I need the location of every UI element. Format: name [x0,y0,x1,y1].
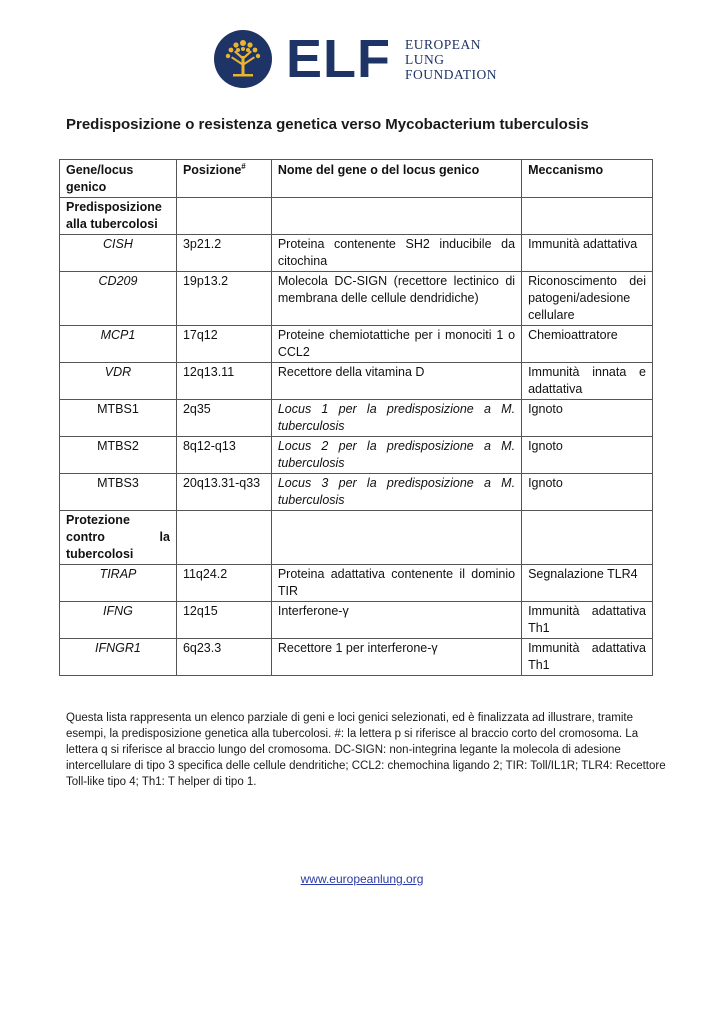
header-position-label: Posizione [182,163,242,177]
empty-cell [522,198,653,235]
page-title: Predisposizione o resistenza genetica verso Mycobacterium tuberculosis [66,116,589,133]
position-cell: 20q13.31-q33 [176,474,271,511]
name-cell: Locus 2 per la predisposizione a M. tuberculosis [271,437,521,474]
name-cell: Locus 1 per la predisposizione a M. tuberculosis [271,400,521,437]
gene-cell: TIRAP [60,565,177,602]
name-cell: Interferone-γ [271,602,521,639]
position-cell: 19p13.2 [176,272,271,326]
mechanism-cell: Immunità adattativa Th1 [522,639,653,676]
gene-cell: IFNGR1 [60,639,177,676]
footnotes: Questa lista rappresenta un elenco parziale di geni e loci genici selezionati, ed è finalizzata ad illustrare, tramite esempi, la predisposizione genetica alla tubercolosi. #: la lettera p si riferisce al braccio corto del cromosoma. La lettera q si riferisce al braccio lungo del cromosoma. DC-SIGN: non-integrina legante la molecola di adesione intercellulare di tipo 3 specifica delle cellule dendritiche; CCL2: chemochina ligando 2; TIR: Toll/IL1R; TLR4: Recettore Toll-like tipo 4; Th1: T helper di tipo 1. [66,712,666,788]
tree-logo-icon [214,30,272,88]
gene-cell: MTBS3 [60,474,177,511]
elf-logo [214,29,497,89]
header-gene: Gene/locus genico [60,160,177,198]
position-cell: 11q24.2 [176,565,271,602]
mechanism-cell: Riconoscimento dei patogeni/adesione cellulare [522,272,653,326]
logo-line-1: EUROPEAN [405,36,482,52]
mechanism-cell: Immunità innata e adattativa [522,363,653,400]
mechanism-cell: Ignoto [522,474,653,511]
table-row [60,639,653,676]
gene-cell: VDR [60,363,177,400]
position-cell: 17q12 [176,326,271,363]
table-row [60,400,653,437]
genes-table [59,159,653,676]
mechanism-cell: Ignoto [522,400,653,437]
empty-cell [176,198,271,235]
gene-cell: CISH [60,235,177,272]
mechanism-cell: Immunità adattativa [522,235,653,272]
name-cell: Recettore della vitamina D [271,363,521,400]
mechanism-cell: Immunità adattativa Th1 [522,602,653,639]
header-position [176,160,271,198]
section-label: Protezione contro la tubercolosi [60,511,177,565]
table-row [60,474,653,511]
website-link[interactable]: www.europeanlung.org [300,872,424,886]
name-cell: Locus 3 per la predisposizione a M. tuberculosis [271,474,521,511]
gene-cell: MTBS1 [60,400,177,437]
logo-line-2: LUNG [405,51,445,67]
table-row [60,326,653,363]
section-row-protection [60,511,653,565]
empty-cell [271,198,521,235]
table-row [60,363,653,400]
mechanism-cell: Chemioattratore [522,326,653,363]
section-label: Predisposizione alla tubercolosi [60,198,177,235]
header-mechanism: Meccanismo [522,160,653,198]
gene-cell: MCP1 [60,326,177,363]
table-row [60,272,653,326]
table-row [60,602,653,639]
position-cell: 3p21.2 [176,235,271,272]
name-cell: Proteina contenente SH2 inducibile da citochina [271,235,521,272]
table-row [60,565,653,602]
header-position-sup: # [241,161,246,171]
gene-cell: IFNG [60,602,177,639]
table-header-row [60,160,653,198]
header-name: Nome del gene o del locus genico [271,160,521,198]
name-cell: Recettore 1 per interferone-γ [271,639,521,676]
name-cell: Molecola DC-SIGN (recettore lectinico di membrana delle cellule dendridiche) [271,272,521,326]
position-cell: 12q13.11 [176,363,271,400]
position-cell: 6q23.3 [176,639,271,676]
logo-short-name: ELF [286,29,391,89]
gene-cell: MTBS2 [60,437,177,474]
mechanism-cell: Segnalazione TLR4 [522,565,653,602]
table-row [60,437,653,474]
empty-cell [522,511,653,565]
empty-cell [271,511,521,565]
position-cell: 2q35 [176,400,271,437]
gene-cell: CD209 [60,272,177,326]
table-row [60,235,653,272]
mechanism-cell: Ignoto [522,437,653,474]
position-cell: 8q12-q13 [176,437,271,474]
section-row-predisposition [60,198,653,235]
name-cell: Proteina adattativa contenente il dominio TIR [271,565,521,602]
logo-line-3: FOUNDATION [405,66,497,82]
logo-full-name [405,37,497,82]
name-cell: Proteine chemiotattiche per i monociti 1 o CCL2 [271,326,521,363]
empty-cell [176,511,271,565]
position-cell: 12q15 [176,602,271,639]
